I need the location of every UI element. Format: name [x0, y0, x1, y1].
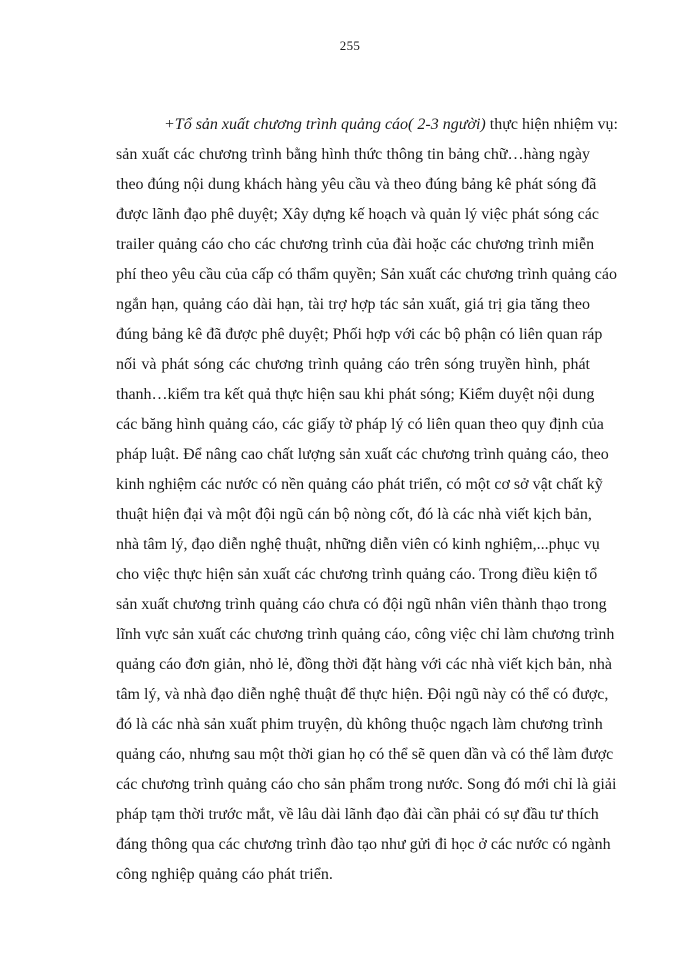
text-line: trailer quảng cáo cho các chương trình của đài hoặc các chương trình miễn: [116, 236, 595, 253]
text-line: phí theo yêu cầu của cấp có thẩm quyền; Sản xuất các chương trình quảng cáo: [116, 266, 617, 283]
paragraph-lead-line: [116, 110, 618, 140]
text-line: ngắn hạn, quảng cáo dài hạn, tài trợ hợp tác sản xuất, giá trị gia tăng theo: [116, 296, 590, 313]
text-line: pháp tạm thời trước mắt, về lâu dài lãnh đạo đài cần phải có sự đầu tư thích: [116, 806, 599, 823]
text-line: đáng thông qua các chương trình đào tạo như gửi đi học ở các nước có ngành: [116, 836, 611, 853]
text-line: nối và phát sóng các chương trình quảng cáo trên sóng truyền hình, phát: [116, 356, 590, 373]
text-line: tâm lý, và nhà đạo diễn nghệ thuật để thực hiện. Đội ngũ này có thể có được,: [116, 686, 609, 703]
text-line: thanh…kiểm tra kết quả thực hiện sau khi phát sóng; Kiểm duyệt nội dung: [116, 386, 595, 403]
text-line: quảng cáo đơn giản, nhỏ lẻ, đồng thời đặt hàng với các nhà viết kịch bản, nhà: [116, 656, 612, 673]
text-line: theo đúng nội dung khách hàng yêu cầu và theo đúng bảng kê phát sóng đã: [116, 176, 597, 193]
text-line: đó là các nhà sản xuất phim truyện, dù không thuộc ngạch làm chương trình: [116, 716, 603, 733]
text-line: sản xuất các chương trình bằng hình thức thông tin bảng chữ…hàng ngày: [116, 146, 590, 163]
text-line: lĩnh vực sản xuất các chương trình quảng cáo, công việc chỉ làm chương trình: [116, 626, 615, 643]
text-line: các chương trình quảng cáo cho sản phẩm trong nước. Song đó mới chỉ là giải: [116, 776, 617, 793]
body-paragraph: [116, 110, 618, 890]
text-line: đúng bảng kê đã được phê duyệt; Phối hợp với các bộ phận có liên quan ráp: [116, 326, 603, 343]
text-line: các băng hình quảng cáo, các giấy tờ pháp lý có liên quan theo quy định của: [116, 416, 604, 433]
lead-line-rest: thực hiện nhiệm vụ:: [485, 116, 618, 133]
text-line: quảng cáo, nhưng sau một thời gian họ có thể sẽ quen dần và có thể làm được: [116, 746, 614, 763]
text-line: được lãnh đạo phê duyệt; Xây dựng kế hoạch và quản lý việc phát sóng các: [116, 206, 599, 223]
page-number: 255: [339, 38, 361, 53]
text-line-last: công nghiệp quảng cáo phát triển.: [116, 866, 333, 883]
text-line: pháp luật. Để nâng cao chất lượng sản xuất các chương trình quảng cáo, theo: [116, 446, 609, 463]
text-line: nhà tâm lý, đạo diễn nghệ thuật, những diễn viên có kinh nghiệm,...phục vụ: [116, 536, 600, 553]
text-line: thuật hiện đại và một đội ngũ cán bộ nòng cốt, đó là các nhà viết kịch bản,: [116, 506, 592, 523]
text-line: sản xuất chương trình quảng cáo chưa có đội ngũ nhân viên thành thạo trong: [116, 596, 607, 613]
section-heading-italic: +Tổ sản xuất chương trình quảng cáo( 2-3 người): [164, 116, 486, 133]
text-line: cho việc thực hiện sản xuất các chương trình quảng cáo. Trong điều kiện tổ: [116, 566, 598, 583]
text-line: kinh nghiệm các nước có nền quảng cáo phát triển, có một cơ sở vật chất kỹ: [116, 476, 603, 493]
